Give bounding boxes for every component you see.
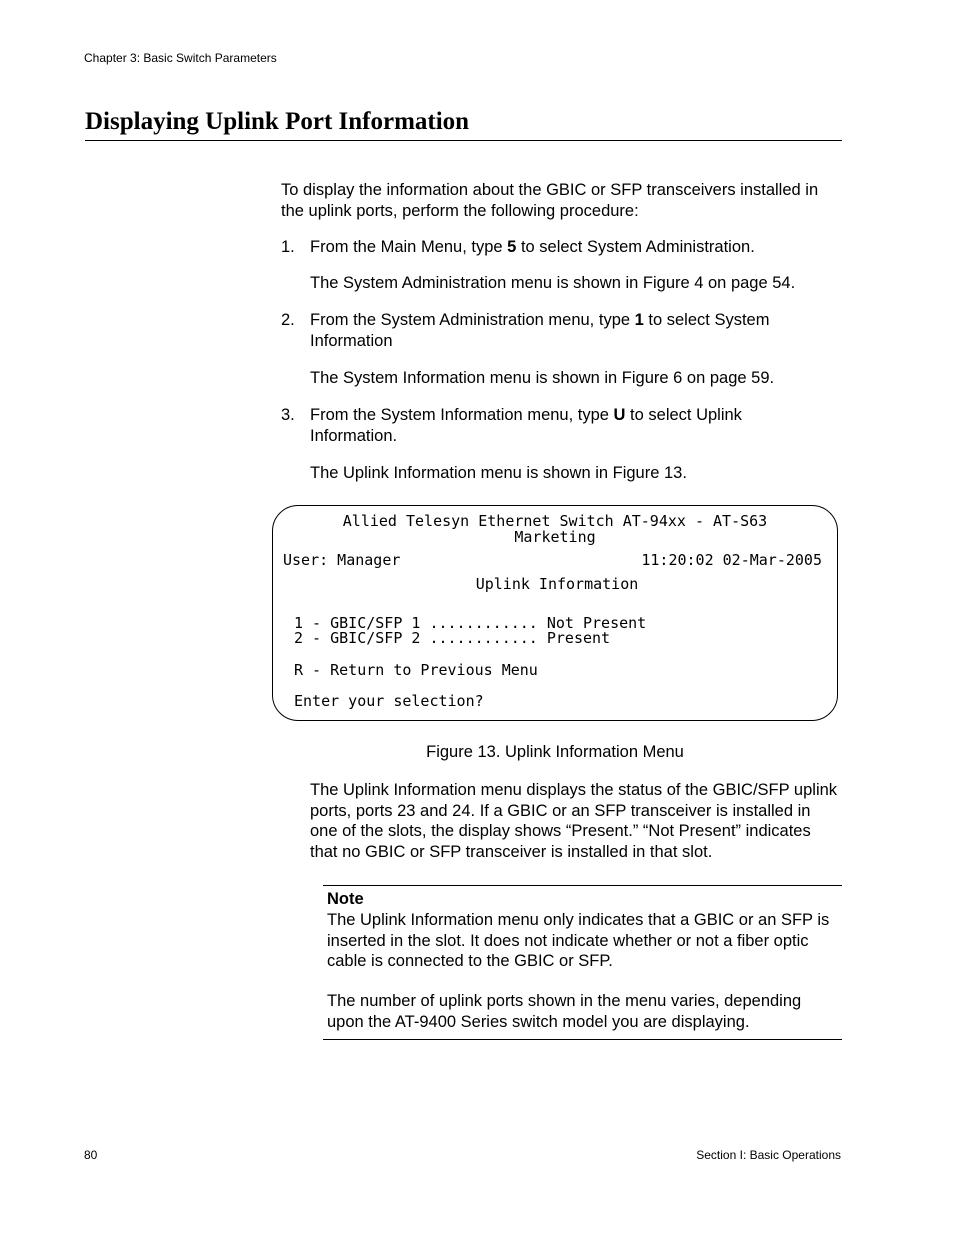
chapter-header: Chapter 3: Basic Switch Parameters (84, 51, 277, 65)
step-3-key: U (613, 406, 626, 424)
section-footer: Section I: Basic Operations (696, 1148, 841, 1162)
note-bottom-rule (323, 1039, 842, 1040)
page-number: 80 (84, 1148, 98, 1162)
terminal-option-gbic-2: 2 - GBIC/SFP 2 ............ Present (294, 629, 611, 647)
page-title: Displaying Uplink Port Information (85, 108, 470, 135)
step-3-result: The Uplink Information menu is shown in Figure 13. (310, 464, 687, 482)
intro-paragraph: To display the information about the GBIC or SFP transceivers installed in the uplink ports, perform the following procedure: (281, 181, 819, 220)
terminal-option-return: R - Return to Previous Menu (294, 661, 538, 679)
step-2-result: The System Information menu is shown in Figure 6 on page 59. (310, 369, 775, 387)
note-paragraph-1: The Uplink Information menu only indicates that a GBIC or an SFP is inserted in the slot. It does not indicate whether or not a fiber optic cable is connected to the GBIC or SFP. (327, 911, 830, 970)
note-label: Note (327, 890, 364, 908)
step-3-number: 3. (281, 406, 295, 424)
terminal-menu-title: Uplink Information (475, 575, 639, 593)
step-2-number: 2. (281, 311, 295, 329)
note-paragraph-2: The number of uplink ports shown in the menu varies, depending upon the AT-9400 Series switch model you are displaying. (327, 992, 802, 1031)
description-paragraph: The Uplink Information menu displays the status of the GBIC/SFP uplink ports, ports 23 and 24. If a GBIC or an SFP transceiver is installed in one of the slots, the display shows “Present.” “Not Present” indicates that no GBIC or SFP transceiver is installed in that slot. (310, 781, 838, 861)
terminal-datetime: 11:20:02 02-Mar-2005 (641, 551, 822, 569)
step-2-text: From the System Administration menu, type 1 to select System Information (310, 311, 770, 350)
terminal-option-gbic-1: 1 - GBIC/SFP 1 ............ Not Present (294, 614, 647, 632)
title-rule (85, 140, 842, 141)
step-1-text: From the Main Menu, type 5 to select System Administration. (310, 238, 755, 256)
step-1-number: 1. (281, 238, 295, 256)
step-1-key: 5 (507, 238, 517, 256)
step-1-result: The System Administration menu is shown in Figure 4 on page 54. (310, 274, 796, 292)
note-top-rule (323, 885, 842, 886)
figure-caption: Figure 13. Uplink Information Menu (426, 743, 684, 761)
step-2-key: 1 (634, 311, 644, 329)
terminal-header-line: Allied Telesyn Ethernet Switch AT-94xx - AT-S63 (342, 512, 768, 530)
terminal-location: Marketing (514, 528, 596, 546)
step-3-text: From the System Information menu, type U to select Uplink Information. (310, 406, 742, 445)
terminal-prompt: Enter your selection? (294, 692, 484, 710)
terminal-user: User: Manager (283, 551, 401, 569)
